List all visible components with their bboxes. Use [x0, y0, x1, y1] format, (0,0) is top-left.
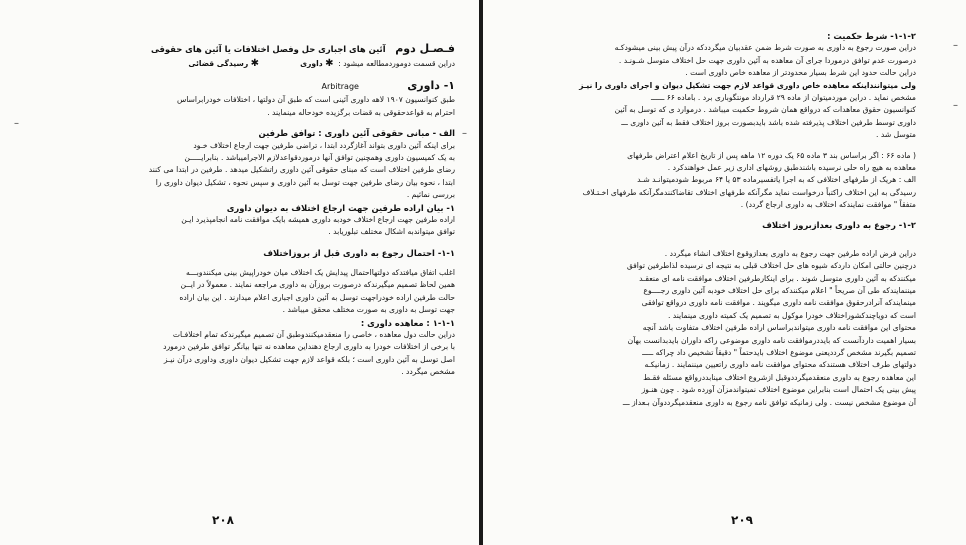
arbitrage-term: Arbitrage — [321, 82, 359, 92]
para-2-line: ابتدا ، نحوه بیان رضای طرفین جهت توسل به آئین داوری و سپس نحوه ، تشکیل دیوان داوری را — [155, 177, 455, 187]
right-para-3-line: بسیار اهمیت داردآنست که بایددرموافقت نامه داوری موضوعی راکه داوران بایدبدانست بهآن — [627, 335, 916, 345]
sub-1-1-1-title: ۱-۱-۱ : معاهده داوری : — [360, 317, 455, 328]
right-para-3-line: محتوای این موافقت نامه داوری میتواندبراساس اراده طرفین اختلاف متفاوت باشد آنچه — [642, 323, 916, 333]
para-5-line: با برخی از اختلافات خودرا به داوری ارجاع دهنداین معاهده نه تنها بیانگر توافق طرفین درمورد — [163, 342, 455, 352]
right-para-1-line: ولی میتواننداینکه معاهده خاص داوری قواعد لازم جهت تشکیل دیوان و اجرای داوری را نیـز — [579, 80, 916, 90]
margin-dash-mark: – — [953, 40, 958, 51]
right-para-2-line: الف : هریک از طرفهای اختلافی که به اجرا یاتفسیرماده ۵۳ یا ۶۴ مربوط شودمیتوانـد شـد — [637, 175, 916, 185]
para-1-line: طبق کنوانسیون ۱۹۰۷ لاهه داوری آئینی است که طبق آن دولتها ، اختلافات خودرابراساس — [176, 95, 455, 105]
right-para-3-line: تصمیم بگیرند مشخص گرددیعنی موضوع اختلاف بایدحتماً " دقیقاً تشخیص داد چراکه ـــــ — [642, 347, 916, 357]
asterisk-icon: ✱ — [250, 58, 260, 69]
para-4-line: حالت طرفین اراده خودراجهت توسل به آئین داوری اجباری اعلام میدارند . این بیان اراده — [179, 292, 455, 302]
page-number-left: ۲۰۸ — [212, 513, 234, 527]
para-5-line: دراین حالت دول معاهده ، خاصی را منعقدمیکنندوطبق آن تصمیم میگیرندکه تمام اختلافـات — [172, 330, 455, 340]
section-1-title: ۱- داوری — [407, 79, 455, 93]
para-4-line: اغلب اتفاق میافتدکه دولتهااحتمال پیدایش یک اختلاف میان خودراپیش بینی میکنندوبـــه — [186, 268, 455, 278]
left-page-content — [38, 40, 455, 379]
right-para-3-line: مینمایندکه آنرادرحقوق موافقت نامه داوری میگویند . موافقت نامه داوری درواقع توافقی — [641, 298, 916, 308]
right-para-2-line: ( ماده ۶۶ : اگر براساس بند ۳ ماده ۶۵ یک دوره ۱۲ ماهه پس از تاریخ اعلام اعتراض طرفهای — [627, 150, 916, 160]
topic-arbitration: داوری — [300, 59, 323, 68]
section-2-title: ۱-۲- رجوع به داوری بعدازبروز اختلاف — [762, 220, 916, 231]
topic-judicial: رسیدگی قضائی — [188, 59, 249, 68]
para-3-line: توافق میتواندبه اشکال مختلف تبلوریابد . — [328, 227, 455, 237]
para-2-line: رضای طرفین اختلاف است که مبنای حقوقی آئین داوری راتشکیل میدهد . طرفین در ابتدا می کنند — [148, 165, 455, 175]
chapter-heading: فـصـل دوم — [395, 42, 455, 55]
para-4-line: همین لحاظ تصمیم میگیرندکه درصورت بروزآن به داوری مراجعه نمایند . معمولاً در ایــن — [180, 280, 455, 290]
right-para-1-line: متوسل شد . — [876, 130, 916, 140]
para-2-line: بررسی نمائیم . — [406, 190, 455, 200]
left-page — [0, 0, 479, 545]
section-1-heading-row — [38, 78, 455, 94]
para-3-line: اراده طرفین جهت ارجاع اختلاف خودبه داوری همیشه بایک موافقت نامه انجامپذیرد ایـن — [181, 214, 455, 224]
margin-dash-mark: – — [462, 128, 467, 139]
right-page-content — [503, 30, 916, 409]
margin-dash-mark: – — [953, 100, 958, 111]
asterisk-icon: ✱ — [325, 58, 334, 69]
sub-1-title: ۱- بیان اراده طرفین جهت ارجاع اختلاف به دیوان داوری — [226, 202, 455, 213]
right-para-3-line: میننمایندکه طی آن صریحاً " اعلام میکنندکه برای حل اختلاف خودبه آئین داوری رجــــوع — [643, 286, 916, 296]
right-para-3-line: میکنندکه به آئین داوری متوسل شوند . برای اینکارطرفین اختلاف موافقت نامه ای منعقـد — [639, 273, 916, 283]
chapter-heading-row — [38, 40, 455, 58]
right-para-1-line: درصورت عدم توافق درموردا جرای آن معاهده به آئین داوری جهت حل اختلاف متوسل شـونـد . — [618, 55, 916, 65]
para-4-line: جهت توسل به داوری به صورت مختلف محقق میباشد . — [282, 305, 455, 315]
right-para-1-line: دراین صورت رجوع به داوری به صورت شرط ضمن عقدبیان میگرددکه درآن پیش بینی میشودکـه — [614, 43, 916, 53]
intro-text: دراین قسمت دوموردمطالعه میشود : — [338, 59, 455, 68]
para-5-line: اصل توسل به آئین داوری است ؛ بلکه قواعد لازم جهت تشکیل دیوان داوری وداوری درآن نیـز — [163, 354, 455, 364]
right-para-3-line: دراین فرض اراده طرفین جهت رجوع به داوری بعدازوقوع اختلاف انشاء میگردد . — [664, 248, 916, 258]
sub-a-title: الف - مبانی حقوقی آئین داوری : توافق طرفین — [258, 128, 455, 139]
right-para-3-line: آن موضوع مشخص نیست . ولی زمانیکه توافق نامه رجوع به داوری منعقدمیگرددوآن بـعداز ـــ — [622, 397, 916, 407]
right-page — [483, 0, 966, 545]
para-2-line: به یک کمیسیون داوری وهمچنین توافق آنها درموردقواعدلازم الاجرامیباشد . بنابرایـــــن — [184, 152, 455, 162]
right-para-1-line: دراین حالت حدود این شرط بسیار محدودتر از معاهده خاص داوری است . — [685, 68, 916, 78]
right-para-3-line: این معاهده رجوع به داوری منعقدمیگرددوقبل ازشروع اختلاف مینابددرواقع مسئله فقـط — [643, 372, 916, 382]
right-para-1-line: مشخص نماید . دراین موردمیتوان از ماده ۲۹ قرارداد مونتگوباری برد . باماده ۶۶ ــــــ — [650, 92, 916, 102]
para-2-line: برای اینکه آئین داوری بتواند آغازگردد ابتدا ، تراضی طرفین جهت ارجاع اختلاف خـود — [193, 140, 455, 150]
right-para-2-line: رسیدگی به این اختلاف راکتباً درخواست نماید مگرآنکه طرفهای اختلاف تقاضاکنندمگرآنکه طرفهای اخـتـلاف — [582, 187, 916, 197]
right-para-1-line: داوری توسط طرفین اختلاف پذیرفته شده باشد بایدبصورت بروز اختلاف فقط به آئین داوری ـــ — [621, 117, 916, 127]
para-1-line: احترام به قواعدحقوقی به قضات برگزیده خودحاله مینمایند . — [267, 107, 455, 117]
right-para-1-line: کنوانسیون حقوق معاهدات که درواقع همان شروط حکمیت میباشد . درموارد ی که توسل به آئین — [614, 105, 916, 115]
para-5-line: مشخص میگردد . — [401, 367, 455, 377]
margin-dash-mark: – — [14, 118, 19, 129]
right-para-3-line: درچنین حالتی امکان داردکه شیوه های حل اختلاف قبلی به نتیجه ای نرسیده لذاطرفین توافق — [626, 261, 916, 271]
right-heading-top: ۱-۱-۲- شرط حکمیت : — [827, 31, 916, 41]
right-para-3-line: دولتهای طرف اختلاف هستندکه محتوای موافقت نامه داوری راتعیین میننمایند . زمانیکـه — [644, 360, 916, 370]
right-para-3-line: پیش بینی یک احتمال است بنابراین موضوع اختلاف نمیتواندمزآن آورده شود . چون هنـوز — [641, 385, 916, 395]
chapter-title: آئین های اجباری حل وفصل اختلافات یا آئین های حقوقی — [150, 44, 386, 54]
right-para-2-line: متفقاً " موافقت نمایندکه اختلاف به داوری ارجاع گردد) . — [740, 200, 916, 210]
intro-line — [38, 58, 455, 70]
sub-1-1-title: ۱-۱- احتمال رجوع به داوری قبل از بروزاختلاف — [263, 247, 455, 258]
right-para-3-line: است که دویاچندکشوراختلاف خودرا موکول به تصمیم یک کمیته داوری مینمایند . — [667, 310, 916, 320]
page-number-right: ۲۰۹ — [731, 513, 753, 527]
right-para-2-line: معاهده به هیچ راه حلی نرسیده باشندطبق روشهای اداری زیر عمل خواهندکرد . — [667, 162, 916, 172]
